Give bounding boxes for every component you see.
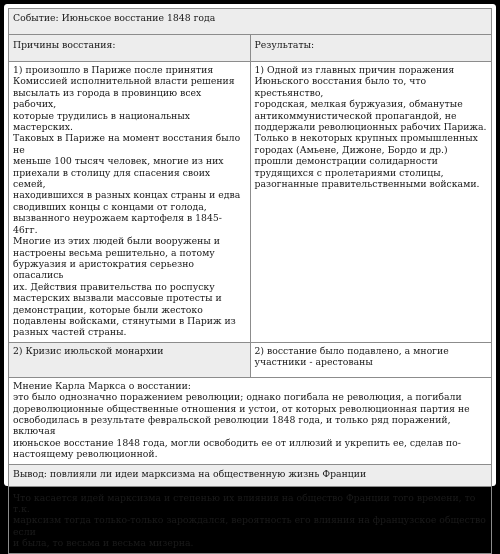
result-2-cell	[250, 342, 492, 377]
results-header: Результаты:	[254, 40, 315, 51]
conclusion-row	[9, 464, 492, 486]
conclusion-answer-cell	[9, 486, 492, 553]
conclusion-answer-row	[9, 486, 492, 553]
uprising-table	[8, 8, 492, 554]
causes-header: Причины восстания:	[13, 40, 116, 51]
marx-opinion-cell	[9, 377, 492, 464]
cause-1-text: 1) произошло в Париже после принятия Комиссией исполнительной власти решения высылать из города в провинцию всех рабочих, которые трудились в национальных мастерских. Таковых в Париже на момент восстания было не меньше 100 тысяч человек, многие из них приехали в столицу для спасения своих семей, находившихся в разных концах страны и едва сводивших концы с концами от голода, вызванного неурожаем картофеля в 1845-46гг. Многие из этих людей были вооружены и настроены весьма решительно, а потому буржуазия и аристократия серьезно опасались их. Действия правительства по роспуску мастерских вызвали массовые протесты и демонстрации, которые были жестоко подавлены войсками, стянутыми в Париж из разных частей страны.	[13, 65, 241, 339]
header-row	[9, 35, 492, 62]
conclusion-answer: Что касается идей марксизма и степенью их влияния на общество Франции того времени, то т.к. марксизм тогда только-только зарождался, вероятность его влияния на французское общество если и была, то весьма и весьма мизерна.	[13, 492, 486, 550]
result-1-text: 1) Одной из главных причин поражения Июньского восстания было то, что крестьянство, городская, мелкая буржуазия, обманутые антикоммунистической пропагандой, не поддержали революционных рабочих Парижа. Только в некоторых крупных промышленных городах (Амьене, Дижоне, Бордо и др.) прошли демонстрации солидарности трудящихся с пролетариями столицы, разогнанные правительственными войсками.	[254, 65, 487, 191]
marx-opinion-text: Мнение Карла Маркса о восстании: это было однозначно поражением революции; однако погибала не революция, а погибали дореволюционные общественные отношения и устои, от которых революционная партия не освободилась в результате февральской революции 1848 года, и только ряд поражений, включая июньское восстание 1848 года, могли освободить ее от иллюзий и укрепить ее, сделав по- настоящему революционной.	[13, 380, 470, 461]
result-1-cell	[250, 62, 492, 343]
cause-2-cell	[9, 342, 251, 377]
marx-row	[9, 377, 492, 464]
result-2-text: 2) восстание было подавлено, а многие участники - арестованы	[254, 345, 449, 369]
cause-1-cell	[9, 62, 251, 343]
event-caption: Событие: Июньское восстание 1848 года	[13, 13, 216, 24]
event-row	[9, 9, 492, 35]
event-caption-cell	[9, 9, 492, 35]
document-page	[4, 4, 496, 550]
causes-header-cell	[9, 35, 251, 62]
row-1	[9, 62, 492, 343]
row-2	[9, 342, 492, 377]
cause-2-text: 2) Кризис июльской монархии	[13, 345, 164, 357]
conclusion-question: Вывод: повлияли ли идеи марксизма на общественную жизнь Франции	[13, 468, 367, 480]
results-header-cell	[250, 35, 492, 62]
conclusion-question-cell	[9, 464, 492, 486]
